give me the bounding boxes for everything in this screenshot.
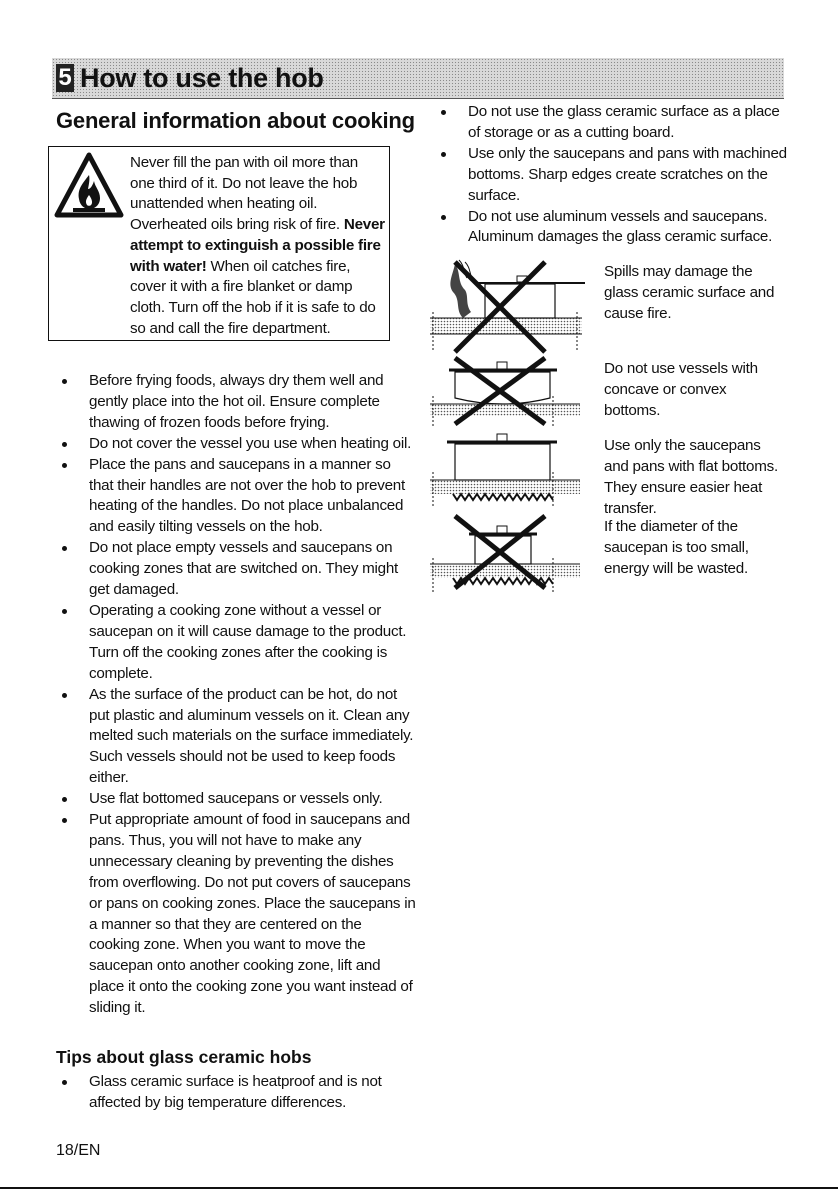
tips-heading: Tips about glass ceramic hobs bbox=[56, 1047, 312, 1067]
small-pot-crossed-icon bbox=[425, 514, 590, 594]
flat-pot-icon bbox=[425, 432, 590, 510]
list-item: Operating a cooking zone without a vessel or saucepan on it will cause damage to the product. Turn off the cooking zones after the cooking is complete. bbox=[56, 601, 416, 685]
section-title: How to use the hob bbox=[80, 63, 324, 93]
tips-bullet-list bbox=[56, 1072, 416, 1114]
list-item: Glass ceramic surface is heatproof and is not affected by big temperature differences. bbox=[56, 1072, 416, 1114]
list-item: Put appropriate amount of food in saucepans and pans. Thus, you will not have to make any unnecessary cleaning by preventing the dishes from overflowing. Do not put covers of saucepans or pans on cooking zones. Place the saucepans in a manner so that they are centered on the cooking zone. When you want to move the saucepan onto another cooking zone, lift and place it onto the cooking zone you want instead of sliding it. bbox=[56, 810, 416, 1019]
list-item: Place the pans and saucepans in a manner so that their handles are not over the hob to prevent heating of the handles. Do not place unbalanced and easily tilting vessels on the hob. bbox=[56, 455, 416, 539]
figure-caption: Spills may damage the glass ceramic surface and cause fire. bbox=[604, 263, 775, 322]
list-item: Use flat bottomed saucepans or vessels only. bbox=[56, 789, 416, 810]
list-item: As the surface of the product can be hot, do not put plastic and aluminum vessels on it. Clean any melted such materials on the surface immediately. Such vessels should not be used to keep foods either. bbox=[56, 685, 416, 790]
page-number: 18/EN bbox=[56, 1142, 101, 1159]
subsection-heading: General information about cooking bbox=[56, 108, 415, 133]
right-bullet-list bbox=[435, 102, 795, 248]
spill-pot-crossed-icon bbox=[425, 254, 590, 354]
bottom-rule bbox=[0, 1187, 838, 1189]
list-item: Use only the saucepans and pans with machined bottoms. Sharp edges create scratches on the surface. bbox=[435, 144, 795, 207]
figure-caption: Do not use vessels with concave or convex bottoms. bbox=[604, 360, 758, 419]
fire-warning-icon bbox=[53, 151, 125, 219]
list-item: Before frying foods, always dry them well and gently place into the hot oil. Ensure complete thawing of frozen foods before frying. bbox=[56, 371, 416, 434]
figure-caption: If the diameter of the saucepan is too small, energy will be wasted. bbox=[604, 518, 749, 577]
fire-warning-box bbox=[48, 146, 390, 341]
list-item: Do not place empty vessels and saucepans on cooking zones that are switched on. They might get damaged. bbox=[56, 538, 416, 601]
figure-caption: Use only the saucepans and pans with flat bottoms. They ensure easier heat transfer. bbox=[604, 437, 778, 517]
concave-pot-crossed-icon bbox=[425, 356, 590, 426]
warning-bold-text: Never attempt to extinguish a possible fire with water! bbox=[130, 216, 385, 275]
list-item: Do not use the glass ceramic surface as a place of storage or as a cutting board. bbox=[435, 102, 795, 144]
list-item: Do not cover the vessel you use when heating oil. bbox=[56, 434, 416, 455]
list-item: Do not use aluminum vessels and saucepans. Aluminum damages the glass ceramic surface. bbox=[435, 207, 795, 249]
warning-text: Never fill the pan with oil more than one third of it. Do not leave the hob unattended when heating oil. Overheated oils bring risk of fire. Never attempt to extinguish a possible fire with water! When oil catches fire, cover it with a fire blanket or damp cloth. Turn off the hob if it is safe to do so and call the fire department. bbox=[130, 154, 385, 337]
left-bullet-list bbox=[56, 371, 416, 1019]
section-banner bbox=[52, 58, 784, 99]
section-number: 5 bbox=[56, 64, 74, 92]
